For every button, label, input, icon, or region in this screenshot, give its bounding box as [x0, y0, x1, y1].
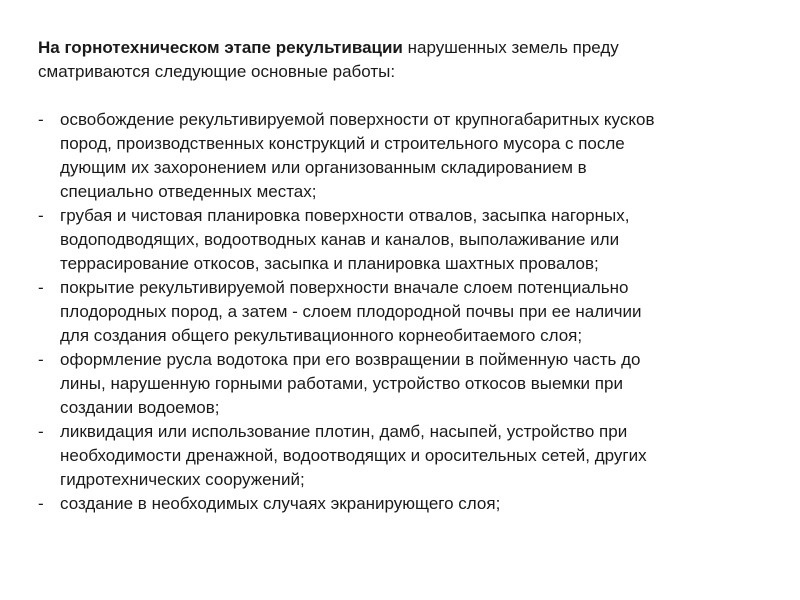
list-item-line: создании водоемов;: [60, 398, 220, 417]
list-item: [38, 348, 768, 420]
list-item: [38, 492, 768, 516]
list-item-line: грубая и чистовая планировка поверхности отвалов, засыпка нагорных,: [60, 206, 630, 225]
list-item-line: террасирование откосов, засыпка и планировка шахтных провалов;: [60, 254, 599, 273]
list-item-line: необходимости дренажной, водоотводящих и оросительных сетей, других: [60, 446, 647, 465]
list-item-line: создание в необходимых случаях экранирующего слоя;: [60, 494, 501, 513]
list-item-line: специально отведенных местах;: [60, 182, 317, 201]
intro-line-2: сматриваются следующие основные работы:: [38, 62, 396, 81]
list-item-line: покрытие рекультивируемой поверхности вначале слоем потенциально: [60, 278, 629, 297]
list-item-line: дующим их захоронением или организованным складированием в: [60, 158, 587, 177]
bullet-dash: -: [38, 494, 44, 513]
intro-bold-text: На горнотехническом этапе рекультивации: [38, 38, 403, 57]
bullet-dash: -: [38, 278, 44, 297]
bullet-dash: -: [38, 350, 44, 369]
slide-content: [38, 36, 768, 516]
bullet-dash: -: [38, 422, 44, 441]
list-item-line: пород, производственных конструкций и строительного мусора с после: [60, 134, 625, 153]
bullet-dash: -: [38, 206, 44, 225]
list-item: [38, 204, 768, 276]
list-item-line: плодородных пород, а затем - слоем плодородной почвы при ее наличии: [60, 302, 642, 321]
list-item-line: гидротехнических сооружений;: [60, 470, 305, 489]
list-item-line: для создания общего рекультивационного корнеобитаемого слоя;: [60, 326, 583, 345]
intro-line-1: [38, 36, 768, 60]
list-item-line: освобождение рекультивируемой поверхности от крупногабаритных кусков: [60, 110, 655, 129]
intro-rest-text: нарушенных земель преду: [402, 38, 619, 57]
list-item-line: водоподводящих, водоотводных канав и каналов, выполаживание или: [60, 230, 620, 249]
list-item-line: ликвидация или использование плотин, дамб, насыпей, устройство при: [60, 422, 628, 441]
list-item: [38, 420, 768, 492]
list-item-line: лины, нарушенную горными работами, устройство откосов выемки при: [60, 374, 623, 393]
bullet-dash: -: [38, 110, 44, 129]
intro-paragraph: [38, 36, 768, 84]
works-list: [38, 108, 768, 516]
list-item-line: оформление русла водотока при его возвращении в пойменную часть до: [60, 350, 641, 369]
list-item: [38, 276, 768, 348]
list-item: [38, 108, 768, 204]
